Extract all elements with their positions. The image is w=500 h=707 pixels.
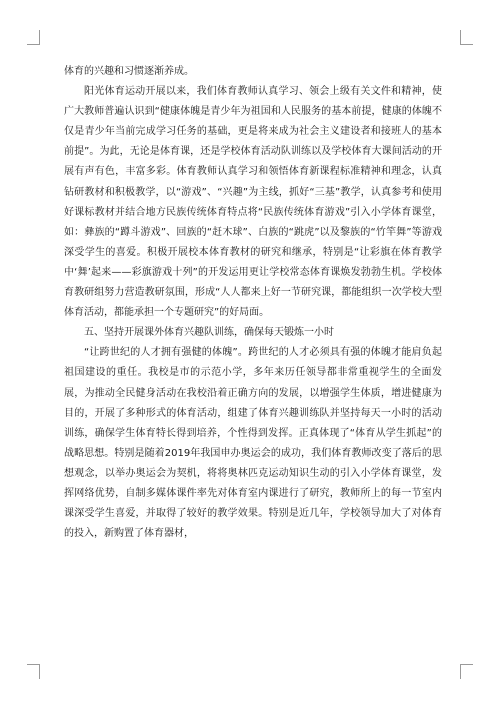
- paragraph-continuation: 体育的兴趣和习惯逐渐养成。: [64, 66, 194, 77]
- paragraph-sunshine-sports: 阳光体育运动开展以来，我们体育教师认真学习、领会上级有关文件和精神，使广大教师普遍认识到“健康体魄是青少年为祖国和人民服务的基本前提，健康的体魄不仅是青少年当前完成学习任务的基础，更是将来成为社会主义建设者和接班人的基本前提”。为此，无论是体育课，还是学校体育活动队训练以及学校体育大课间活动的开展有声有色，丰富多彩。体育教师认真学习和领悟体育新课程标准精神和理念，认真钻研教材和积极教学，以“游戏”、“兴趣”为主线，抓好“三基”教学，认真参考和使用好课标教材并结合地方民族传统体育特点将“民族传统体育游戏”引入小学体育课堂，如：彝族的“蹲斗游戏”、回族的“赶木球”、白族的“跳虎”以及黎族的“竹竿舞”等游戏深受学生的喜爱。积极开展校本体育教材的研究和继承，特别是“让彩旗在体育教学中‘舞’起来——彩旗游戏十列”的开发运用更让学校常态体育课焕发勃勃生机。学校体育教研组努力营造教研氛围，形成“人人都来上好一节研究课，都能组织一次学校大型体育活动，都能承担一个专题研究”的好局面。: [64, 86, 442, 319]
- paragraph-interest-training: “让跨世纪的人才拥有强健的体魄”。跨世纪的人才必须具有强的体魄才能肩负起祖国建设的重任。我校是市的示范小学，多年来历任领导都非常重视学生的全面发展，为推动全民健身活动在我校沿着正确方向的发展，以增强学生体质，增进健康为目的，开展了多种形式的体育活动，组建了体育兴趣训练队并坚持每天一小时的活动训练，确保学生体育特长得到培养，个性得到发挥。正真体现了“体育从学生抓起”的战略思想。特别是随着2019年我国申办奥运会的成功，我们体育教师改变了落后的思想观念，以举办奥运会为契机，将将奥林匹克运动知识生动的引入小学体育课堂，发挥网络优势，自制多媒体课件率先对体育室内课进行了研究，教师所上的每一节室内课深受学生喜爱，并取得了较好的教学效果。特别是近几年，学校领导加大了对体育的投入，新购置了体育器材，: [64, 347, 442, 540]
- crop-mark-bottom-right: [460, 664, 473, 679]
- section-heading: 五、坚持开展课外体育兴趣队训练，确保每天锻炼一小时: [84, 327, 334, 339]
- crop-mark-top-right: [460, 30, 473, 45]
- crop-mark-bottom-left: [27, 664, 40, 679]
- crop-mark-top-left: [27, 30, 40, 45]
- document-body: [64, 62, 442, 544]
